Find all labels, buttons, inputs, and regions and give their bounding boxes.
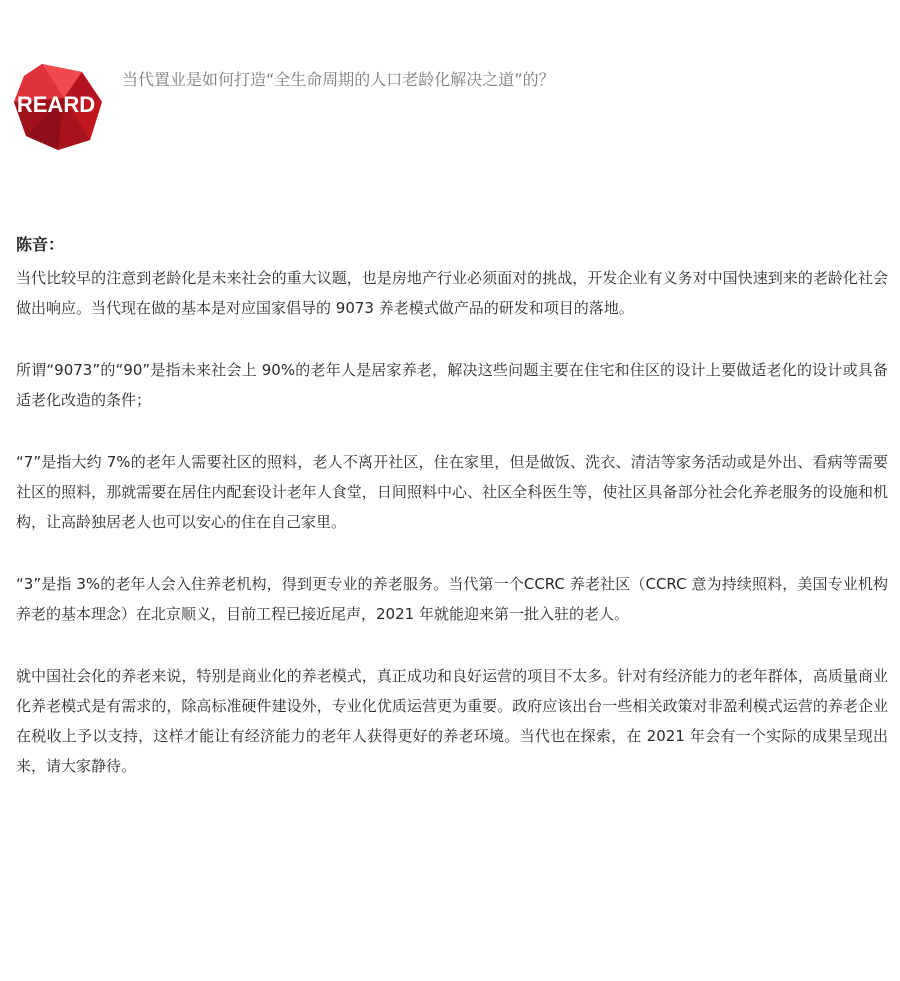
answer-body — [16, 233, 888, 813]
article-header — [12, 62, 892, 162]
reard-logo — [12, 62, 104, 152]
answer-paragraph-3: “7”是指大约 7%的老年人需要社区的照料，老人不离开社区，住在家里，但是做饭、洗衣、清洁等家务活动或是外出、看病等需要社区的照料，那就需要在居住内配套设计老年人食堂，日间照料中心、社区全科医生等，使社区具备部分社会化养老服务的设施和机构，让高龄独居老人也可以安心的住在自己家里。 — [16, 453, 888, 531]
answer-paragraph-1: 当代比较早的注意到老龄化是未来社会的重大议题，也是房地产行业必须面对的挑战，开发企业有义务对中国快速到来的老龄化社会做出响应。当代现在做的基本是对应国家倡导的 9073 养老模式做产品的研发和项目的落地。 — [16, 269, 888, 317]
answer-paragraph-2: 所谓“9073”的“90”是指未来社会上 90%的老年人是居家养老，解决这些问题主要在住宅和住区的设计上要做适老化的设计或具备适老化改造的条件； — [16, 361, 888, 409]
answer-paragraph-5: 就中国社会化的养老来说，特别是商业化的养老模式，真正成功和良好运营的项目不太多。针对有经济能力的老年群体，高质量商业化养老模式是有需求的，除高标准硬件建设外，专业化优质运营更为重要。政府应该出台一些相关政策对非盈利模式运营的养老企业在税收上予以支持，这样才能让有经济能力的老年人获得更好的养老环境。当代也在探索，在 2021 年会有一个实际的成果呈现出来，请大家静待。 — [16, 667, 888, 775]
answer-paragraph-4: “3”是指 3%的老年人会入住养老机构，得到更专业的养老服务。当代第一个CCRC 养老社区（CCRC 意为持续照料，美国专业机构养老的基本理念）在北京顺义，目前工程已接近尾声，2021 年就能迎来第一批入驻的老人。 — [16, 575, 888, 623]
interview-question: 当代置业是如何打造“全生命周期的人口老龄化解决之道”的？ — [122, 70, 555, 89]
speaker-name: 陈音： — [16, 235, 65, 254]
logo-wordmark: REARD — [16, 92, 96, 117]
